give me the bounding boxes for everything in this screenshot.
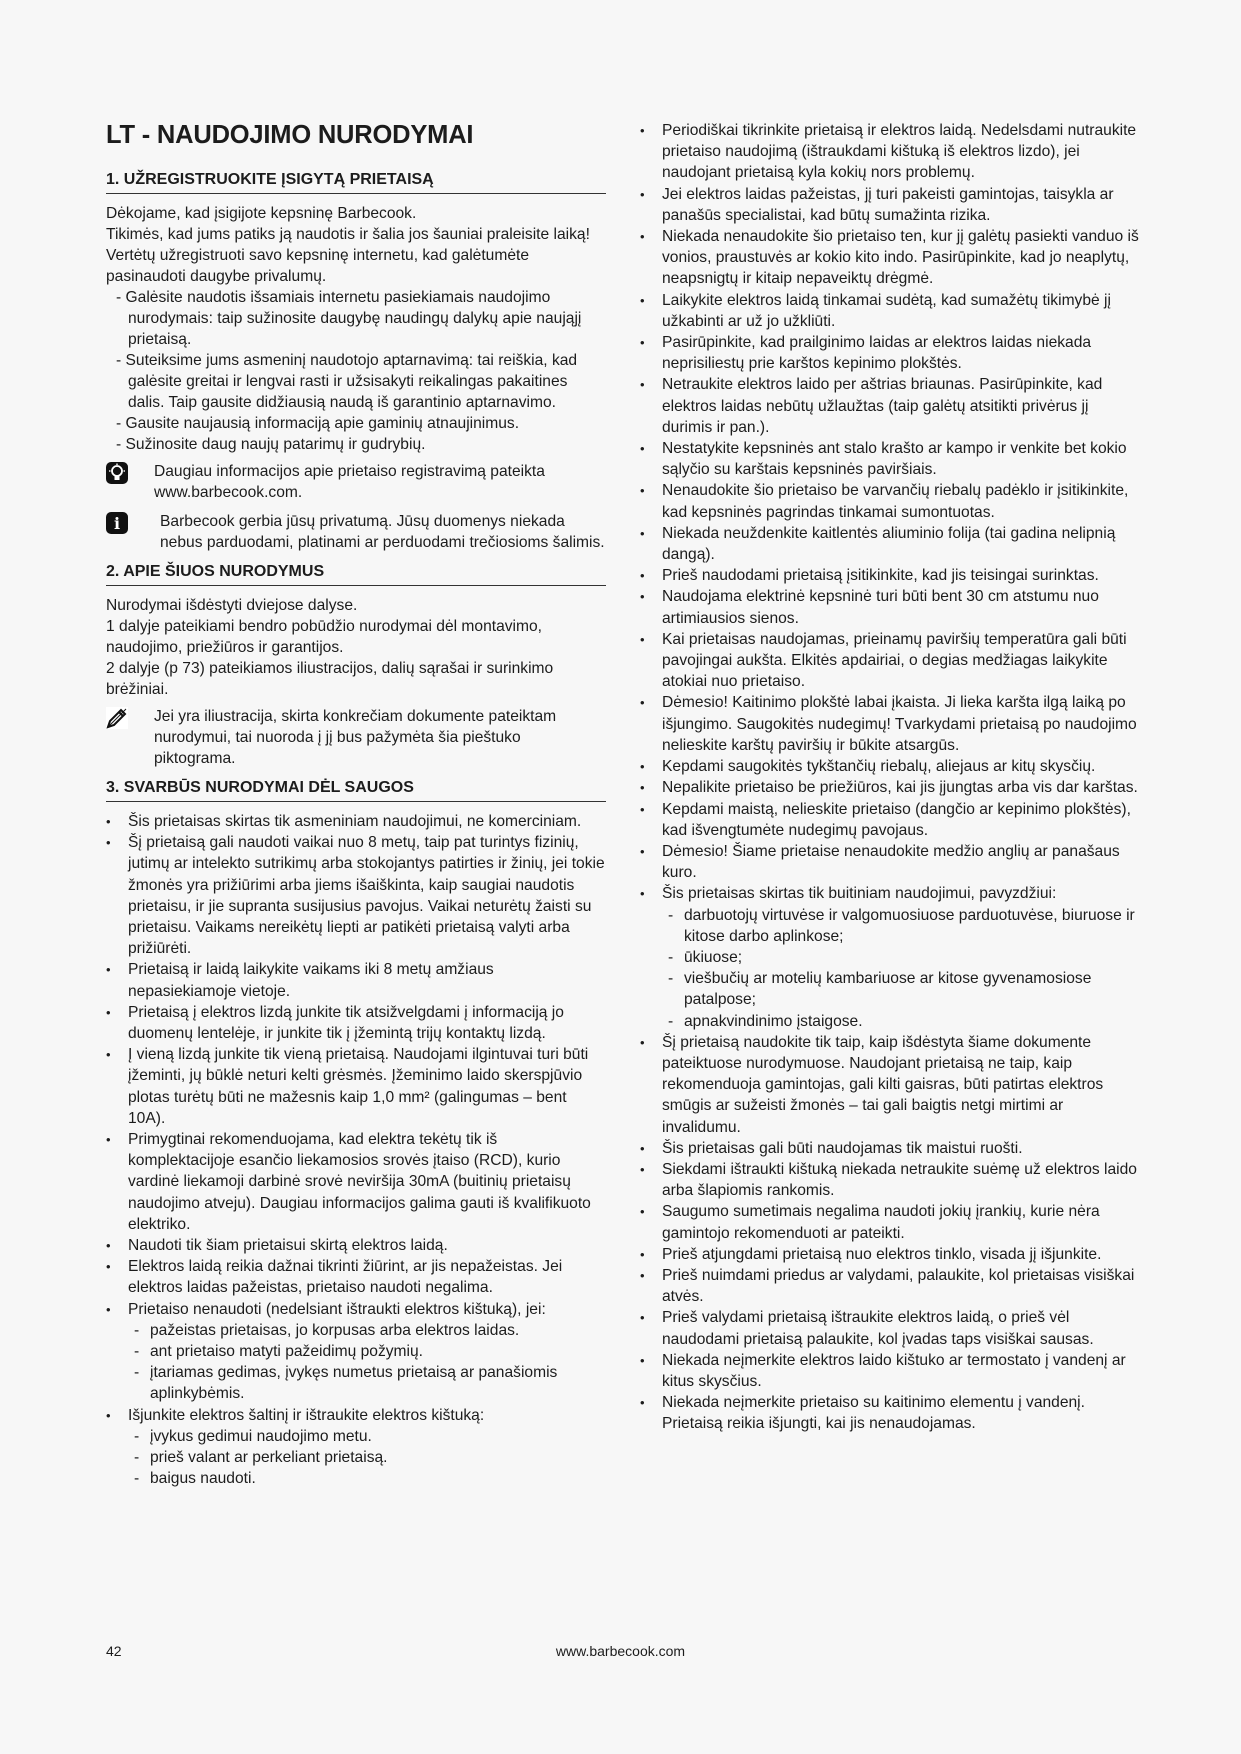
- section-about: [106, 562, 606, 769]
- safety-item: [640, 1265, 1140, 1307]
- paragraph: Nurodymai išdėstyti dviejose dalyse.: [106, 597, 358, 614]
- footer-url: www.barbecook.com: [555, 1643, 686, 1659]
- safety-item-text: Nestatykite kepsninės ant stalo krašto ar kampo ir venkite bet kokio sąlyčio su karštais kepsninės paviršiais.: [662, 440, 1127, 479]
- pencil-text: Jei yra iliustracija, skirta konkrečiam dokumente pateiktam nurodymui, tai nuoroda į jį bus pažymėta šia pieštuko piktograma.: [154, 708, 557, 767]
- safety-item-text: Niekada neuždenkite kaitlentės aliuminio folija (tai gadina nelipnią dangą).: [662, 524, 1116, 564]
- safety-item: [640, 1392, 1140, 1434]
- safety-item-text: Niekada nenaudokite šio prietaiso ten, kur jį galėtų pasiekti vanduo iš vonios, praustuvės ar kokio kito indo. Pasirūpinkite, kad jo neaplytų, neapsnigtų ir kitaip nepaveiktų drėgmė.: [662, 228, 1139, 288]
- safety-item: [640, 120, 1140, 184]
- safety-item: [106, 1002, 606, 1044]
- safety-item-text: Prietaiso nenaudoti (nedelsiant ištraukti elektros kištuką), jei:: [128, 1300, 546, 1318]
- safety-item-text: Šį prietaisą gali naudoti vaikai nuo 8 metų, taip pat turintys fizinių, jutimų ar intelekto sutrikimų arba stokojantys patirties ir žinių, jei tokie žmonės yra prižiūrimi arba jiems išaiškinta, kaip saugiai naudotis prietaisu, ir jie supranta susijusius pavojus. Vaikai neturėtų žaisti su prietaisu. Vaikams nereikėtų liepti ar patikėti prietaisą valyti arba prižiūrėti.: [128, 834, 605, 958]
- safety-item: [640, 1307, 1140, 1349]
- safety-item-text: Siekdami ištraukti kištuką niekada netraukite suėmę už elektros laido arba šlapiomis rankomis.: [662, 1160, 1137, 1200]
- safety-item: [106, 1299, 606, 1405]
- safety-item: [106, 959, 606, 1001]
- safety-item: [640, 1244, 1140, 1265]
- safety-item: [640, 1201, 1140, 1243]
- safety-item: [640, 586, 1140, 628]
- safety-item-text: Primygtinai rekomenduojama, kad elektra tekėtų tik iš komplektacijoje esančio liekamosios srovės įtaiso (RCD), kurio vardinė liekamoji darbinė srovė neviršija 30mA (buitinių prietaisų naudojimo atveju). Daugiau informacijos galima gauti iš kvalifikuoto elektriko.: [128, 1131, 591, 1233]
- safety-item: [640, 841, 1140, 883]
- safety-item: [640, 629, 1140, 693]
- safety-item: [640, 883, 1140, 1031]
- safety-item-text: Niekada neįmerkite prietaiso su kaitinimo elementu į vandenį. Prietaisą reikia išjungti, kai jis nenaudojamas.: [662, 1394, 1085, 1433]
- safety-item-text: Prieš naudodami prietaisą įsitikinkite, kad jis teisingai surinktas.: [662, 567, 1099, 585]
- safety-item-text: Šis prietaisas skirtas tik asmeniniam naudojimui, ne komerciniam.: [128, 813, 582, 830]
- safety-item-text: Nepalikite prietaiso be priežiūros, kai jis įjungtas arba vis dar karštas.: [662, 779, 1138, 797]
- safety-subitem: - apnakvindinimo įstaigose.: [662, 1011, 1140, 1032]
- tip-text: Daugiau informacijos apie prietaiso registravimą pateikta www.barbecook.com.: [154, 463, 545, 501]
- safety-subitem: - darbuotojų virtuvėse ir valgomuosiuose parduotuvėse, biuruose ir kitose darbo aplinkose;: [662, 905, 1140, 947]
- safety-item: [640, 799, 1140, 841]
- dash-item: - Sužinosite daug naujų patarimų ir gudrybių.: [116, 436, 426, 453]
- safety-item-text: Dėmesio! Kaitinimo plokštė labai įkaista. Ji lieka karšta ilgą laiką po išjungimo. Saugokitės nudegimų! Tvarkydami prietaisą po naudojimo nelieskite karštų paviršių ir būkite atsargūs.: [662, 694, 1137, 754]
- right-column: [640, 120, 1140, 1435]
- safety-subitem: - įtariamas gedimas, įvykęs numetus prietaisą ar panašiomis aplinkybėmis.: [128, 1362, 606, 1404]
- safety-item: [640, 290, 1140, 332]
- safety-item-text: Prietaisą į elektros lizdą junkite tik atsižvelgdami į informaciją jo duomenų lentelėje, ir junkite tik į įžemintą trijų kontaktų lizdą.: [128, 1003, 564, 1043]
- safety-item: [640, 332, 1140, 374]
- safety-item-text: Periodiškai tikrinkite prietaisą ir elektros laidą. Nedelsdami nutraukite prietaiso naudojimą (ištraukdami kištuką iš elektros lizdo), jei naudojant prietaisą kyla kokių nors problemų.: [662, 122, 1137, 182]
- safety-item-text: Prietaisą ir laidą laikykite vaikams iki 8 metų amžiaus nepasiekiamoje vietoje.: [128, 961, 494, 1000]
- safety-item-text: Kepdami maistą, nelieskite prietaiso (dangčio ar kepinimo plokštės), kad išvengtumėte nudegimų pavojaus.: [662, 800, 1131, 839]
- safety-item: [640, 480, 1140, 522]
- safety-item: [640, 756, 1140, 777]
- safety-subitem: - ūkiuose;: [662, 947, 1140, 968]
- safety-item: [106, 1044, 606, 1129]
- safety-item-text: Prieš nuimdami priedus ar valydami, palaukite, kol prietaisas visiškai atvės.: [662, 1266, 1135, 1306]
- safety-subitem: - prieš valant ar perkeliant prietaisą.: [128, 1447, 606, 1468]
- safety-item-text: Išjunkite elektros šaltinį ir ištraukite elektros kištuką:: [128, 1406, 485, 1424]
- paragraph: Dėkojame, kad įsigijote kepsninę Barbecook.: [106, 205, 417, 222]
- section-register: [106, 170, 606, 553]
- safety-item: [640, 226, 1140, 290]
- safety-item: [640, 1138, 1140, 1159]
- safety-item: [106, 1129, 606, 1235]
- privacy-text: Barbecook gerbia jūsų privatumą. Jūsų duomenys niekada nebus parduodami, platinami ar perduodami trečiosioms šalimis.: [160, 513, 605, 551]
- tip-note: [106, 461, 606, 503]
- safety-list-right: [640, 120, 1140, 1435]
- safety-item-text: Laikykite elektros laidą tinkamai sudėtą, kad sumažėtų tikimybė jį užkabinti ar už jo užkliūti.: [662, 291, 1111, 330]
- section-title: 1. UŽREGISTRUOKITE ĮSIGYTĄ PRIETAISĄ: [106, 170, 606, 194]
- safety-item-text: Dėmesio! Šiame prietaise nenaudokite medžio anglių ar panašaus kuro.: [662, 842, 1120, 882]
- left-column: [106, 118, 606, 1490]
- info-icon: i: [106, 512, 128, 534]
- safety-sublist: [128, 1320, 606, 1405]
- safety-subitem: - įvykus gedimui naudojimo metu.: [128, 1426, 606, 1447]
- pencil-icon: [106, 707, 128, 729]
- safety-subitem: - pažeistas prietaisas, jo korpusas arba elektros laidas.: [128, 1320, 606, 1341]
- safety-item-text: Šis prietaisas skirtas tik buitiniam naudojimui, pavyzdžiui:: [662, 885, 1057, 903]
- safety-item: [106, 1405, 606, 1490]
- paragraph: 2 dalyje (p 73) pateikiamos iliustracijos, dalių sąrašai ir surinkimo brėžiniai.: [106, 660, 554, 698]
- safety-item-text: Šis prietaisas gali būti naudojamas tik maistui ruošti.: [662, 1139, 1023, 1157]
- paragraph: Tikimės, kad jums patiks ją naudotis ir šalia jos šauniai praleisite laiką! Vertėtų užregistruoti savo kepsninę internetu, kad galėtumėte pasinaudoti daugybe privalumų.: [106, 226, 590, 285]
- pencil-note: [106, 706, 606, 769]
- safety-item-text: Naudojama elektrinė kepsninė turi būti bent 30 cm atstumu nuo artimiausios sienos.: [662, 588, 1099, 627]
- paragraph: 1 dalyje pateikiami bendro pobūdžio nurodymai dėl montavimo, naudojimo, priežiūros ir garantijos.: [106, 618, 543, 656]
- safety-item-text: Naudoti tik šiam prietaisui skirtą elektros laidą.: [128, 1237, 448, 1255]
- safety-item: [640, 184, 1140, 226]
- safety-item: [640, 374, 1140, 438]
- safety-item-text: Į vieną lizdą junkite tik vieną prietaisą. Naudojami ilgintuvai turi būti įžeminti, jų būklė neturi kelti grėsmės. Įžeminimo laido skerspjūvio plotas turėtų būti ne mažesnis kaip 1,0 mm² (galingumas – bent 10A).: [128, 1046, 589, 1127]
- dash-item: - Gausite naujausią informaciją apie gaminių atnaujinimus.: [116, 415, 520, 432]
- safety-item: [640, 1350, 1140, 1392]
- dash-item: - Suteiksime jums asmeninį naudotojo aptarnavimą: tai reiškia, kad galėsite greitai ir lengvai rasti ir užsisakyti reikalingas pakaitines dalis. Taip gausite didžiausią naudą iš garantinio aptarnavimo.: [116, 352, 578, 411]
- safety-item: [106, 1235, 606, 1256]
- dash-item: - Galėsite naudotis išsamiais internetu pasiekiamais naudojimo nurodymais: taip sužinosite daugybę naudingų dalykų apie naująjį prietaisą.: [116, 289, 582, 348]
- safety-item-text: Kepdami saugokitės tykštančių riebalų, aliejaus ar kitų skysčių.: [662, 758, 1096, 776]
- safety-item-text: Netraukite elektros laido per aštrias briaunas. Pasirūpinkite, kad elektros laidas nebūtų užlaužtas (taip galėtų atsitikti privėrus jį durimis ir pan.).: [662, 376, 1103, 436]
- safety-item: [106, 1256, 606, 1298]
- safety-item: [640, 777, 1140, 798]
- safety-list-left: [106, 811, 606, 1490]
- safety-item: [106, 832, 606, 959]
- privacy-note: [106, 511, 606, 553]
- section-safety: [106, 778, 606, 1490]
- safety-item: [106, 811, 606, 832]
- safety-item-text: Pasirūpinkite, kad prailginimo laidas ar elektros laidas niekada neprisiliestų prie karštos kepinimo plokštės.: [662, 334, 1092, 373]
- safety-item-text: Niekada neįmerkite elektros laido kištuko ar termostato į vandenį ar kitus skysčius.: [662, 1351, 1126, 1390]
- bulb-icon: [106, 462, 128, 484]
- safety-item: [640, 565, 1140, 586]
- safety-sublist: [662, 905, 1140, 1032]
- section-title: 2. APIE ŠIUOS NURODYMUS: [106, 562, 606, 586]
- page-title: LT - NAUDOJIMO NURODYMAI: [106, 121, 474, 149]
- safety-item-text: Saugumo sumetimais negalima naudoti jokių įrankių, kurie nėra gamintojo rekomenduoti ar pateikti.: [662, 1203, 1100, 1242]
- safety-item-text: Kai prietaisas naudojamas, prieinamų paviršių temperatūra gali būti pavojingai aukšta. Elkitės apdairiai, o degias medžiagas laikykite atokiai nuo prietaiso.: [662, 630, 1127, 691]
- safety-item-text: Elektros laidą reikia dažnai tikrinti žiūrint, ar jis nepažeistas. Jei elektros laidas pažeistas, prietaiso naudoti negalima.: [128, 1258, 563, 1297]
- safety-item-text: Šį prietaisą naudokite tik taip, kaip išdėstyta šiame dokumente pateiktuose nurodymuose. Naudojant prietaisą ne taip, kaip rekomenduoja gamintojas, gali kilti gaisras, būti patirtas elektros smūgis ar sužeisti žmonės – tai gali baigtis netgi mirtimi ar invalidumu.: [662, 1033, 1104, 1136]
- safety-item-text: Prieš atjungdami prietaisą nuo elektros tinklo, visada jį išjunkite.: [662, 1245, 1102, 1263]
- safety-item-text: Jei elektros laidas pažeistas, jį turi pakeisti gamintojas, taisykla ar panašūs specialistai, kad būtų sumažinta rizika.: [662, 185, 1114, 224]
- safety-subitem: - ant prietaiso matyti pažeidimų požymių.: [128, 1341, 606, 1362]
- safety-item: [640, 438, 1140, 480]
- safety-sublist: [128, 1426, 606, 1490]
- safety-item: [640, 1159, 1140, 1201]
- safety-item: [640, 1032, 1140, 1138]
- safety-item-text: Prieš valydami prietaisą ištraukite elektros laidą, o prieš vėl naudodami prietaisą palaukite, kol įvadas taps visiškai sausas.: [662, 1309, 1094, 1348]
- safety-subitem: - baigus naudoti.: [128, 1468, 606, 1489]
- safety-item-text: Nenaudokite šio prietaiso be varvančių riebalų padėklo ir įsitikinkite, kad kepsninės pagrindas tinkamai sumontuotas.: [662, 482, 1129, 521]
- safety-item: [640, 523, 1140, 565]
- section-title: 3. SVARBŪS NURODYMAI DĖL SAUGOS: [106, 778, 606, 802]
- safety-subitem: - viešbučių ar motelių kambariuose ar kitose gyvenamosiose patalpose;: [662, 968, 1140, 1010]
- safety-item: [640, 692, 1140, 756]
- page-number: 42: [106, 1643, 122, 1659]
